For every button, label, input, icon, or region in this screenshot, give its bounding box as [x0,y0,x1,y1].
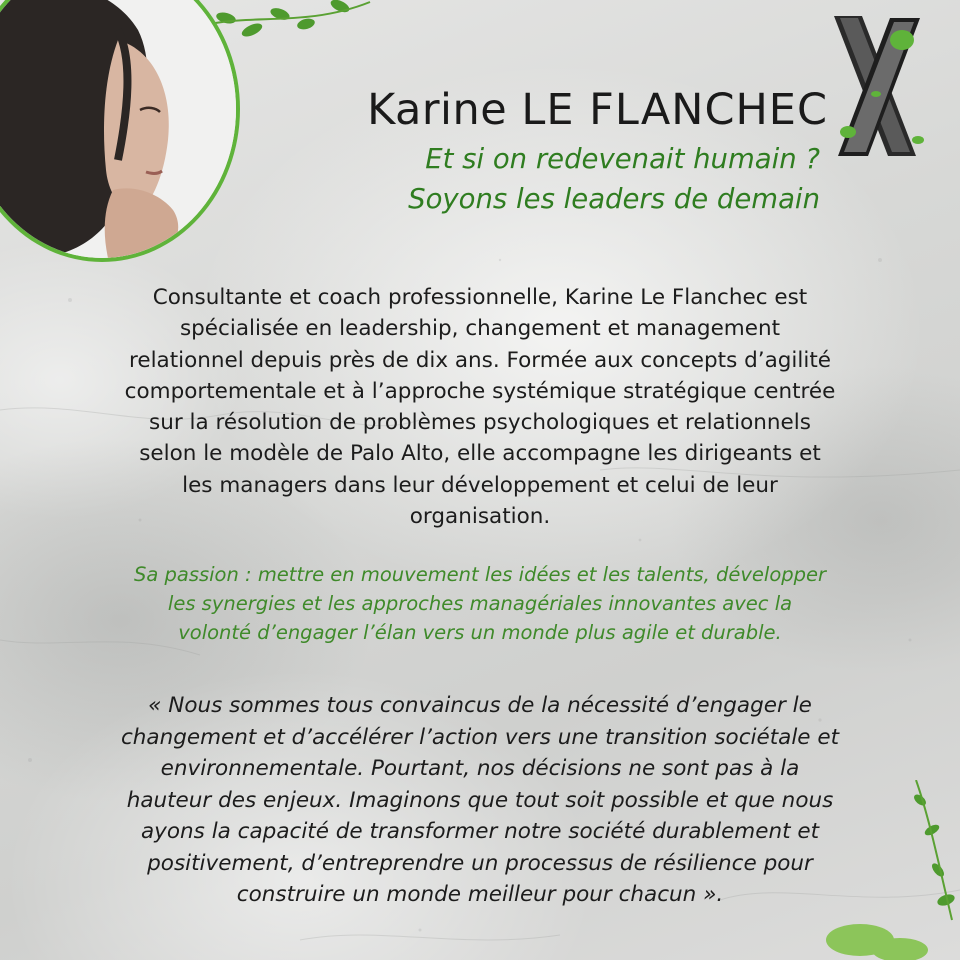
bio-line: organisation. [409,504,551,530]
quote-line: construire un monde meilleur pour chacun ». [236,882,724,907]
bio-line: comportementale et à l’approche systémique stratégique centrée [124,378,836,404]
quote-paragraph [20,690,940,911]
last-name: LE FLANCHEC [521,85,828,135]
passion-line: les synergies et les approches managériales innovantes avec la [167,592,793,615]
bio-line: les managers dans leur développement et celui de leur [182,472,778,498]
quote-line: environnementale. Pourtant, nos décisions ne sont pas à la [160,756,800,781]
tagline-line-2: Soyons les leaders de demain [408,183,820,215]
bio-paragraph [30,282,930,532]
bio-line: Consultante et coach professionnelle, Karine Le Flanchec est [152,285,808,310]
bio-line: spécialisée en leadership, changement et management [179,316,781,342]
quote-line: positivement, d’entreprendre un processus de résilience pour [147,850,813,876]
first-name: Karine [367,85,508,135]
passion-paragraph [30,560,930,647]
x-logo-icon [828,14,928,164]
quote-line: hauteur des enjeux. Imaginons que tout soit possible et que nous [126,787,834,813]
bio-line: sur la résolution de problèmes psychologiques et relationnels [149,410,811,436]
quote-line: « Nous sommes tous convaincus de la nécessité d’engager le [148,693,812,718]
speaker-name [250,84,828,136]
bio-line: selon le modèle de Palo Alto, elle accompagne les dirigeants et [139,441,821,467]
tagline-line-1: Et si on redevenait humain ? [425,143,820,175]
quote-line: changement et d’accélérer l’action vers une transition sociétale et [120,724,840,750]
passion-line: Sa passion : mettre en mouvement les idées et les talents, développer [133,563,827,586]
passion-line: volonté d’engager l’élan vers un monde plus agile et durable. [178,621,782,644]
bio-line: relationnel depuis près de dix ans. Formée aux concepts d’agilité [128,347,832,373]
quote-line: ayons la capacité de transformer notre société durablement et [140,819,820,844]
